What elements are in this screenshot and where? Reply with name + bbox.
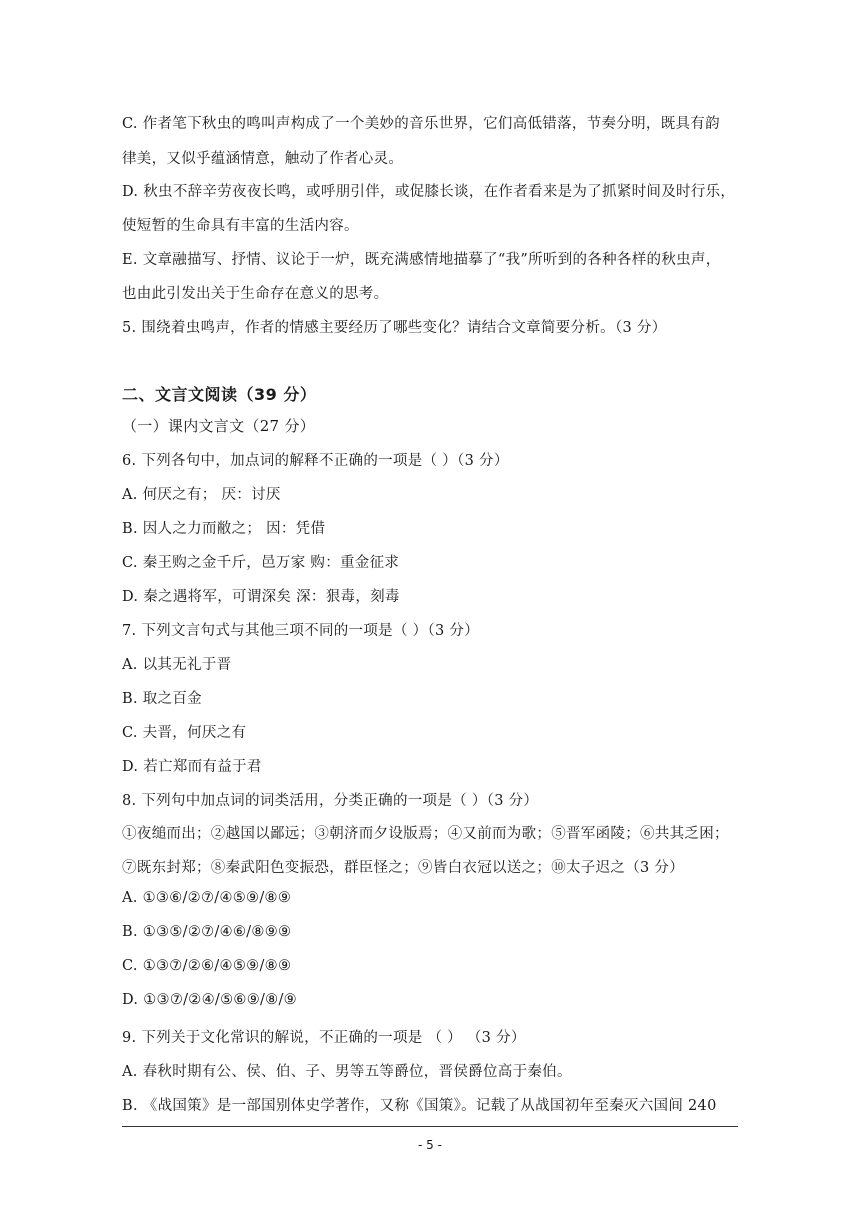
q8-items-line-2: ⑦既东封郑；⑧秦武阳色变振恐，群臣怪之；⑨皆白衣冠以送之；⑩太子迟之（3 分） xyxy=(122,860,685,876)
footer-divider xyxy=(122,1126,738,1127)
question-6: 6. 下列各句中，加点词的解释不正确的一项是（ ）（3 分） xyxy=(122,453,509,469)
q7-option-c: C. 夫晋，何厌之有 xyxy=(122,725,247,741)
option-e-line-1: E. 文章融描写、抒情、议论于一炉，既充满感情地描摹了“我”所听到的各种各样的秋虫声， xyxy=(122,252,721,268)
q6-option-c: C. 秦王购之金千斤，邑万家 购：重金征求 xyxy=(122,555,400,571)
option-d-line-1: D. 秋虫不辞辛劳夜夜长鸣，或呼朋引伴，或促膝长谈，在作者看来是为了抓紧时间及时行乐， xyxy=(122,184,736,200)
option-e-line-2: 也由此引发出关于生命存在意义的思考。 xyxy=(122,286,389,302)
option-c-line-2: 律美，又似乎蕴涵情意，触动了作者心灵。 xyxy=(122,151,404,167)
section-heading: 二、文言文阅读（39 分） xyxy=(122,385,317,404)
question-9: 9. 下列关于文化常识的解说，不正确的一项是 （ ） （3 分） xyxy=(122,1030,526,1046)
subsection-heading: （一）课内文言文（27 分） xyxy=(122,417,316,435)
q8-option-c: C. ①③⑦/②⑥/④⑤⑨/⑧⑨ xyxy=(122,958,292,974)
q7-option-a: A. 以其无礼于晋 xyxy=(122,657,232,673)
question-5: 5. 围绕着虫鸣声，作者的情感主要经历了哪些变化？请结合文章简要分析。（3 分） xyxy=(122,320,667,336)
q6-option-b: B. 因人之力而敝之； 因：凭借 xyxy=(122,521,326,537)
q6-option-a: A. 何厌之有； 厌：讨厌 xyxy=(122,487,281,503)
q6-option-d: D. 秦之遇将军，可谓深矣 深：狠毒，刻毒 xyxy=(122,589,400,605)
q8-option-b: B. ①③⑤/②⑦/④⑥/⑧⑨⑨ xyxy=(122,924,292,940)
q8-option-a: A. ①③⑥/②⑦/④⑤⑨/⑧⑨ xyxy=(122,890,292,906)
q7-option-d: D. 若亡郑而有益于君 xyxy=(122,759,262,775)
question-8: 8. 下列句中加点词的词类活用，分类正确的一项是（ ）（3 分） xyxy=(122,793,539,809)
page-number: - 5 - xyxy=(418,1138,442,1152)
q8-items-line-1: ①夜缒而出；②越国以鄙远；③朝济而夕设版焉；④又前而为歌；⑤晋军函陵；⑥共其乏困； xyxy=(122,826,729,842)
q8-option-d: D. ①③⑦/②④/⑤⑥⑨/⑧/⑨ xyxy=(122,992,297,1008)
option-c-line-1: C. 作者笔下秋虫的鸣叫声构成了一个美妙的音乐世界，它们高低错落，节奏分明，既具有韵 xyxy=(122,116,720,132)
q7-option-b: B. 取之百金 xyxy=(122,691,202,707)
q9-option-b: B. 《战国策》是一部国别体史学著作，又称《国策》。记载了从战国初年至秦灭六国间 240 xyxy=(122,1098,717,1114)
option-d-line-2: 使短暂的生命具有丰富的生活内容。 xyxy=(122,218,359,234)
q9-option-a: A. 春秋时期有公、侯、伯、子、男等五等爵位，晋侯爵位高于秦伯。 xyxy=(122,1064,572,1080)
question-7: 7. 下列文言句式与其他三项不同的一项是（ ）（3 分） xyxy=(122,623,480,639)
